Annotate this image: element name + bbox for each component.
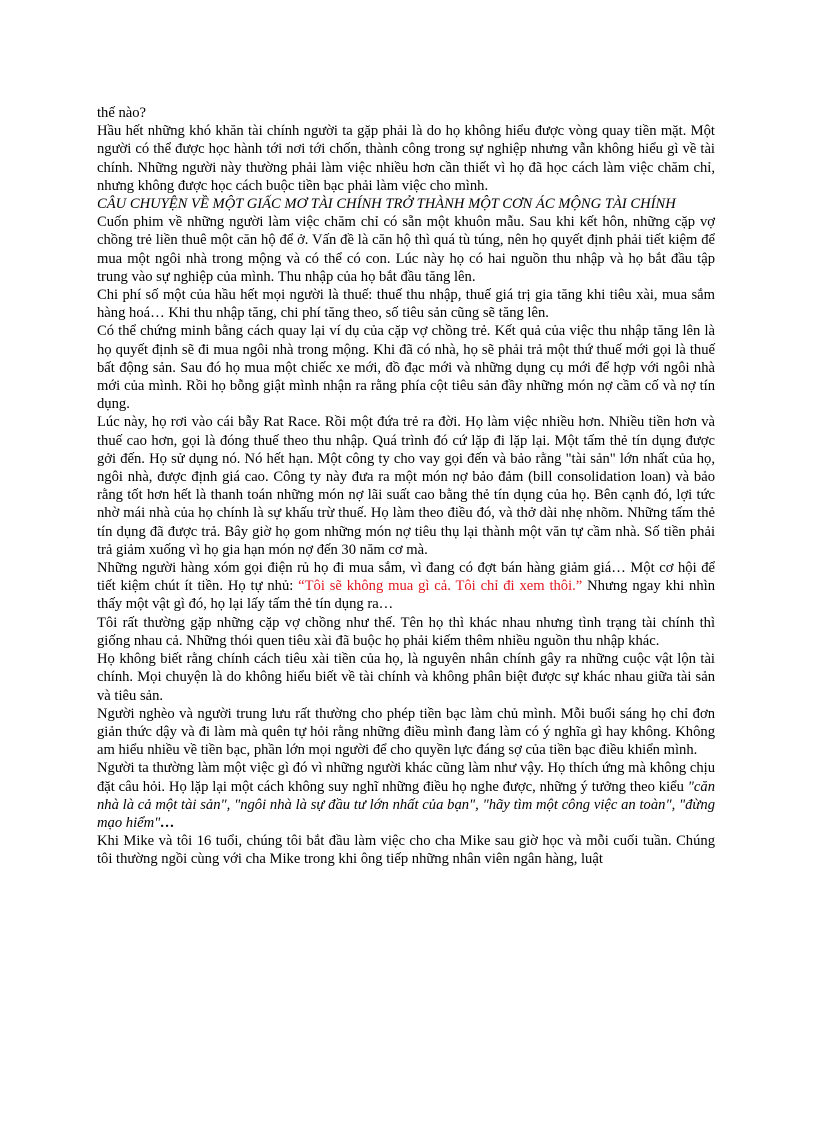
paragraph: thế nào?: [97, 105, 147, 121]
paragraph: Người nghèo và người trung lưu rất thường cho phép tiền bạc làm chủ mình. Mỗi buổi sáng họ chỉ đơn giản thức dậy và đi làm mà quên tự hỏi rằng những điều mình đang làm có ý nghĩa gì hay không. Không am hiểu nhiều về tiền bạc, phần lớn mọi người để cho quyền lực đáng sợ của tiền bạc điều khiển mình.: [97, 705, 715, 759]
paragraph: Khi Mike và tôi 16 tuổi, chúng tôi bắt đầu làm việc cho cha Mike sau giờ học và mỗi cuối tuần. Chúng tôi thường ngồi cùng với cha Mike trong khi ông tiếp những nhân viên ngân hàng, luật: [97, 833, 715, 868]
paragraph: Hầu hết những khó khăn tài chính người ta gặp phải là do họ không hiểu được vòng quay tiền mặt. Một người có thể được học hành tới nơi tới chốn, thành công trong sự nghiệp nhưng vẫn không hiểu gì về tài chính. Những người này thường phải làm việc nhiều hơn cần thiết vì họ đã học cách làm việc chăm chỉ, nhưng không được học cách buộc tiền bạc phải làm việc cho mình.: [97, 123, 715, 194]
paragraph-text: Những người hàng xóm gọi điện rủ họ đi mua sắm, vì đang có đợt bán hàng giảm giá… Một cơ hội để tiết kiệm chút ít tiền. Họ tự nhủ:: [97, 560, 715, 595]
paragraph: Lúc này, họ rơi vào cái bẫy Rat Race. Rồi một đứa trẻ ra đời. Họ làm việc nhiều hơn. Nhiều tiền hơn và thuế cao hơn, gọi là đóng thuế theo thu nhập. Quá trình đó cứ lặp đi lặp lại. Một tấm thẻ tín dụng được gởi đến. Họ sử dụng nó. Nó hết hạn. Một công ty cho vay gọi đến và bảo rằng "tài sản" lớn nhất của họ, ngôi nhà, được định giá cao. Công ty này đưa ra một món nợ bảo đảm (bill consolidation loan) và bảo rằng tốt hơn hết là thanh toán những món nợ lãi suất cao bằng thẻ tín dụng của họ. Bên cạnh đó, lợi tức nhờ mái nhà của họ chính là sự khấu trừ thuế. Họ làm theo điều đó, và thở dài nhẹ nhõm. Những tấm thẻ tín dụng đã được trả. Bây giờ họ gom những món nợ tiêu thụ lại thành một văn tự cầm nhà. Số tiền phải trả giảm xuống vì họ gia hạn món nợ đến 30 năm cơ mà.: [97, 414, 715, 558]
paragraph-text: Người ta thường làm một việc gì đó vì những người khác cũng làm như vậy. Họ thích ứng mà không chịu đặt câu hỏi. Họ lặp lại một cách không suy nghĩ những điều họ nghe được, những ý tưởng theo kiểu: [97, 760, 715, 795]
ellipsis: …: [160, 814, 175, 831]
paragraph: Họ không biết rằng chính cách tiêu xài tiền của họ, là nguyên nhân chính gây ra những cuộc vật lộn tài chính. Mọi chuyện là do không hiểu biết về tài chính và không phân biệt được sự khác nhau giữa tài sản và tiêu sản.: [97, 651, 715, 704]
quote-text: “Tôi sẽ không mua gì cả. Tôi chỉ đi xem thôi.”: [298, 578, 583, 595]
paragraph: [97, 759, 715, 832]
document-page: [97, 104, 715, 869]
paragraph: Chi phí số một của hầu hết mọi người là thuế: thuế thu nhập, thuế giá trị gia tăng khi tiêu xài, mua sắm hàng hoá… Khi thu nhập tăng, chi phí tăng theo, số tiêu sản cũng sẽ tăng lên.: [97, 287, 715, 322]
section-heading: CÂU CHUYỆN VỀ MỘT GIẤC MƠ TÀI CHÍNH TRỞ THÀNH MỘT CƠN ÁC MỘNG TÀI CHÍNH: [97, 196, 676, 213]
paragraph-text: Nhưng ngay khi nhìn thấy một vật gì đó, họ lại lấy tấm thẻ tín dụng ra…: [97, 578, 715, 613]
paragraph: Cuốn phim về những người làm việc chăm chỉ có sẵn một khuôn mẫu. Sau khi kết hôn, những cặp vợ chồng trẻ liền thuê một căn hộ để ở. Vấn đề là căn hộ thì quá tù túng, nên họ quyết định phải tiết kiệm để mua một ngôi nhà trong mộng và có thể có con. Lúc này họ có hai nguồn thu nhập và họ bắt đầu tập trung vào sự nghiệp của mình. Thu nhập của họ bắt đầu tăng lên.: [97, 214, 715, 285]
paragraph: [97, 559, 715, 614]
paragraph: Có thể chứng minh bằng cách quay lại ví dụ của cặp vợ chồng trẻ. Kết quả của việc thu nhập tăng lên là họ quyết định sẽ đi mua ngôi nhà trong mộng. Khi đã có nhà, họ sẽ phải trả một thứ thuế mới gọi là thuế bất động sản. Sau đó họ mua một chiếc xe mới, đồ đạc mới và những dụng cụ mới để hợp với ngôi nhà mới của mình. Rồi họ bỗng giật mình nhận ra rằng phía cột tiêu sản đầy những món nợ cầm cố và nợ tín dụng.: [97, 323, 715, 413]
italic-quotes: "căn nhà là cả một tài sản", "ngôi nhà là sự đầu tư lớn nhất của bạn", "hãy tìm một công việc an toàn", "đừng mạo hiểm": [97, 778, 715, 831]
paragraph: Tôi rất thường gặp những cặp vợ chồng như thế. Tên họ thì khác nhau nhưng tình trạng tài chính thì giống nhau cả. Những thói quen tiêu xài đã buộc họ phải kiếm thêm nhiều nguồn thu nhập khác.: [97, 614, 715, 649]
